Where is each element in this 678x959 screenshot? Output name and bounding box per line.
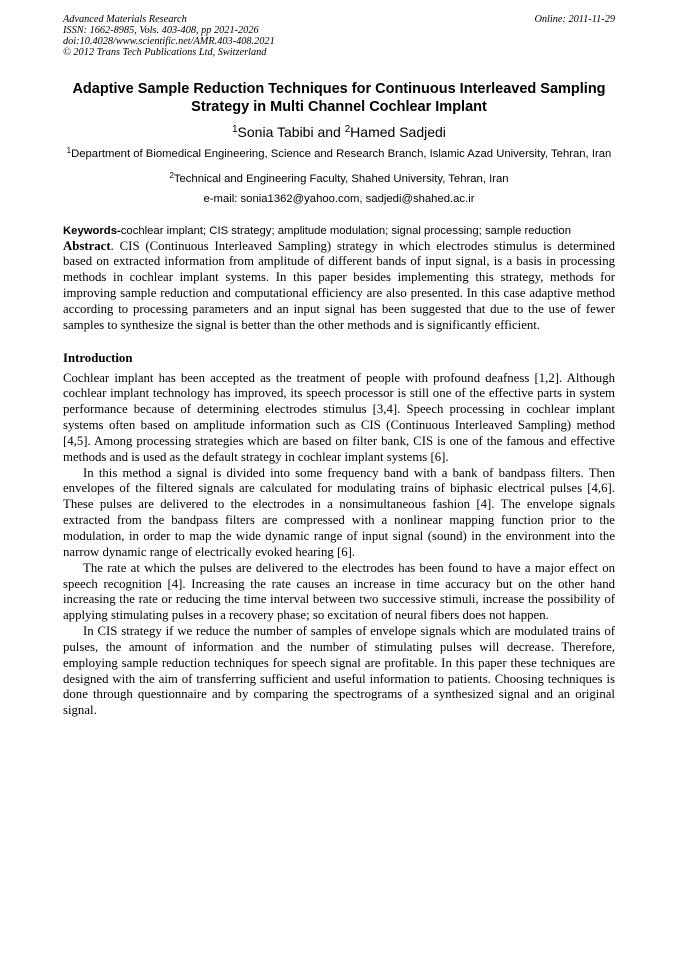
author-1-affiliation-mark: 1 [232, 124, 238, 136]
author-email: e-mail: sonia1362@yahoo.com, sadjedi@shahed.ac.ir [203, 193, 475, 205]
keywords [63, 225, 615, 239]
paper-title: Adaptive Sample Reduction Techniques for Continuous Interleaved Sampling Strategy in Multi Channel Cochlear Implant [72, 81, 606, 115]
doi-line: doi:10.4028/www.scientific.net/AMR.403-408.2021 [63, 36, 275, 47]
abstract-label: Abstract [63, 238, 111, 253]
journal-header [63, 14, 615, 58]
abstract [63, 239, 615, 334]
affiliation-1-mark: 1 [66, 146, 72, 156]
author-line [63, 124, 615, 141]
journal-name: Advanced Materials Research [63, 14, 187, 25]
author-1-name: Sonia Tabibi [237, 124, 314, 140]
paper-page [63, 14, 615, 719]
online-date: Online: 2011-11-29 [534, 14, 615, 25]
author-2-name: Hamed Sadjedi [350, 124, 446, 140]
keywords-text: cochlear implant; CIS strategy; amplitude modulation; signal processing; sample reduction [120, 225, 571, 237]
issn-line: ISSN: 1662-8985, Vols. 403-408, pp 2021-2026 [63, 25, 259, 36]
author-2-affiliation-mark: 2 [344, 124, 351, 136]
affiliation-2-text: Technical and Engineering Faculty, Shahed University, Tehran, Iran [173, 173, 509, 185]
abstract-text: . CIS (Continuous Interleaved Sampling) strategy in which electrodes stimulus is determined based on extracted information from amplitude of different bands of input signal, is a basis in processing methods in cochlear implant systems. In this paper besides implementing this strategy, methods for improving sample reduction and computational efficiency are also presented. In this case adaptive method according to processing parameters and an input signal has been suggested that due to the use of fewer samples to synthesize the signal is better than the other methods and is significantly efficient. [63, 238, 615, 332]
affiliation-1-text: Department of Biomedical Engineering, Science and Research Branch, Islamic Azad University, Tehran, Iran [71, 148, 612, 160]
copyright-line: © 2012 Trans Tech Publications Ltd, Switzerland [63, 47, 267, 58]
affiliation-1 [63, 147, 615, 162]
intro-paragraph-4: In CIS strategy if we reduce the number of samples of envelope signals which are modulated trains of pulses, the amount of information and the number of stimulating pulses will decrease. Therefore, employing sample reduction techniques for speech signal are profitable. In this paper these techniques are designed with the aim of transferring sufficient and useful information to patients. Choosing techniques is done through questionnaire and by comparing the spectrograms of a synthesized signal and an original signal. [63, 624, 615, 718]
affiliation-2-mark: 2 [169, 171, 174, 181]
affiliation-2 [63, 172, 615, 187]
intro-paragraph-2: In this method a signal is divided into some frequency band with a bank of bandpass filters. Then envelopes of the filtered signals are calculated for modulating trains of biphasic electrical pulses [4,6]. These pulses are delivered to the electrodes in a nonsimultaneous fashion [4]. The envelope signals extracted from the bandpass filters are compressed with a nonlinear mapping function prior to the modulation, in order to map the wide dynamic range of input signal (sound) in the environment into the narrow dynamic range of electrically evoked hearing [6]. [63, 465, 615, 559]
author-separator: and [313, 124, 345, 140]
intro-paragraph-1: Cochlear implant has been accepted as the treatment of people with profound deafness [1,2]. Although cochlear implant technology has improved, its speech processor is still one of the effective parts in system performance because of determining electrodes stimulus [3,4]. Speech processing in cochlear implant systems often based on amplitude information such as CIS (Continuous Interleaved Sampling) method [4,5]. Among processing strategies which are based on filter bank, CIS is one of the famous and effective methods and is used as the default strategy in cochlear implant systems [6]. [63, 370, 615, 464]
introduction-heading: Introduction [63, 350, 133, 365]
introduction-body [63, 371, 615, 720]
keywords-label: Keywords- [63, 225, 121, 237]
intro-paragraph-3: The rate at which the pulses are delivered to the electrodes has been found to have a major effect on speech recognition [4]. Increasing the rate causes an increase in time accuracy but on the other hand increasing the rate or reducing the time interval between two successive stimuli, increase the possibility of applying stimulating pulses in a recovery phase; so excitation of neural fibers does not happen. [63, 560, 615, 623]
